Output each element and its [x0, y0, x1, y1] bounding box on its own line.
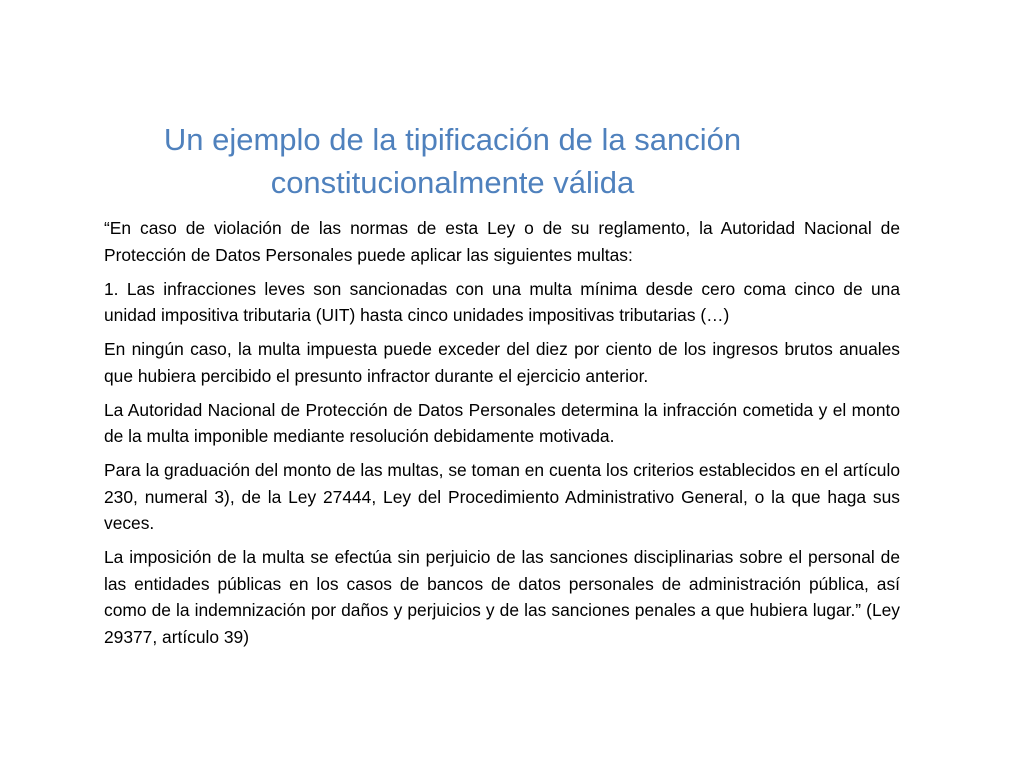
body-paragraph-limite: En ningún caso, la multa impuesta puede exceder del diez por ciento de los ingresos brutos anuales que hubiera percibido el presunto infractor durante el ejercicio anterior. — [104, 339, 900, 386]
body-paragraph-autoridad: La Autoridad Nacional de Protección de Datos Personales determina la infracción cometida y el monto de la multa imponible mediante resolución debidamente motivada. — [104, 399, 900, 446]
body-paragraph-leves: 1. Las infracciones leves son sancionadas con una multa mínima desde cero coma cinco de una unidad impositiva tributaria (UIT) hasta cinco unidades impositivas tributarias (…) — [104, 278, 900, 325]
slide-title-line-2: constitucionalmente válida — [270, 165, 635, 200]
slide-title — [100, 118, 805, 204]
slide-title-line-1: Un ejemplo de la tipificación de la sanción — [163, 122, 742, 157]
body-paragraph-imposicion: La imposición de la multa se efectúa sin perjuicio de las sanciones disciplinarias sobre el personal de las entidades públicas en los casos de bancos de datos personales de administración pública, así como de la indemnización por daños y perjuicios y de las sanciones penales a que hubiera lugar.” (Ley 29377, artículo 39) — [104, 547, 900, 647]
body-paragraph-graduacion: Para la graduación del monto de las multas, se toman en cuenta los criterios establecidos en el artículo 230, numeral 3), de la Ley 27444, Ley del Procedimiento Administrativo General, o la que haga sus veces. — [104, 460, 900, 533]
slide-body — [104, 215, 900, 658]
body-paragraph-intro: “En caso de violación de las normas de esta Ley o de su reglamento, la Autoridad Nacional de Protección de Datos Personales puede aplicar las siguientes multas: — [104, 218, 900, 265]
